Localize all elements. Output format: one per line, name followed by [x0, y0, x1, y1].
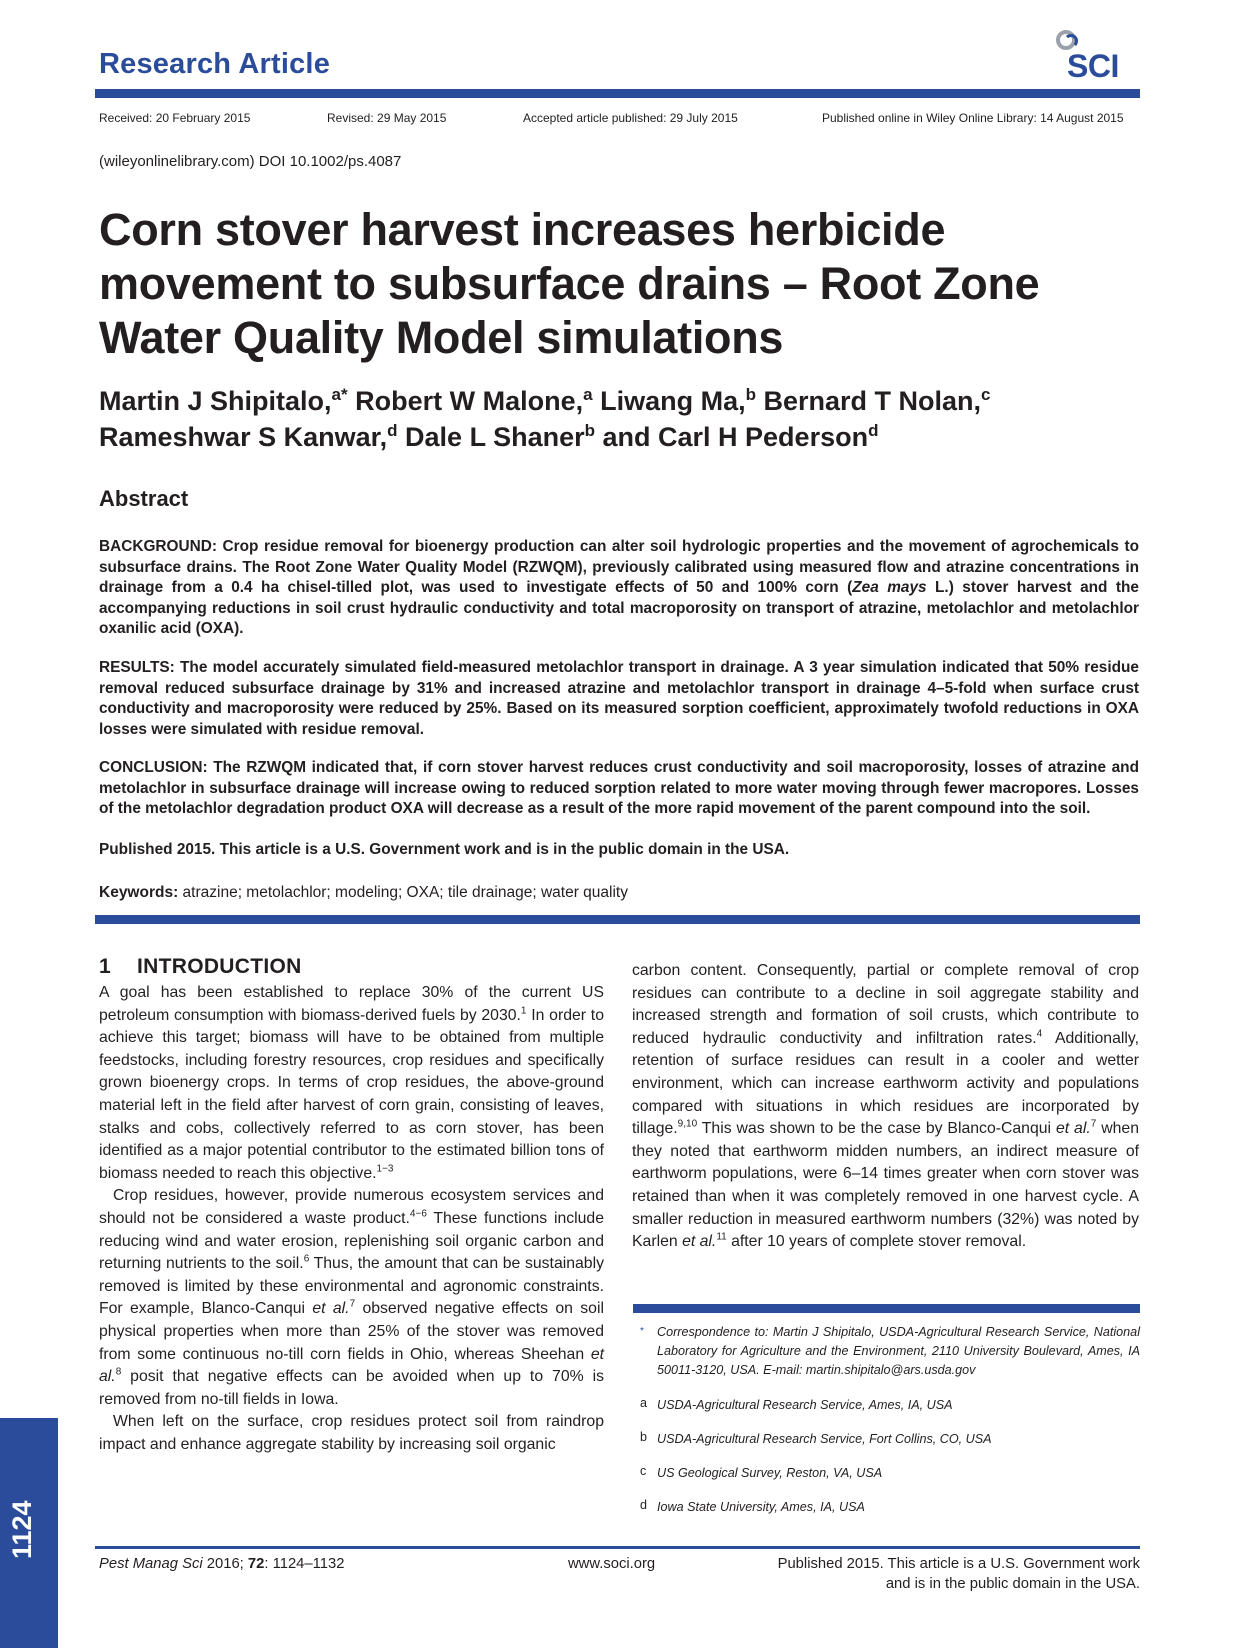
page-number: 1124	[7, 1500, 37, 1560]
abstract-conclusion: CONCLUSION: The RZWQM indicated that, if corn stover harvest reduces crust conductivity and soil macroporosity, losses of atrazine and metolachlor in subsurface drainage will increase owing to reduced sorption related to more water moving through fewer macropores. Losses of the metolachlor degradation product OXA will decrease as a result of the more rapid movement of the parent compound into the soil.	[99, 759, 1139, 817]
citation: 1	[520, 1005, 527, 1017]
text-run: This was shown to be the case by Blanco-Canqui	[697, 1120, 1056, 1138]
footer-rule	[95, 1546, 1140, 1549]
citation: 4−6	[409, 1208, 427, 1220]
correspondence-note: Correspondence to: Martin J Shipitalo, USDA-Agricultural Research Service, National Laboratory for Agriculture and the Environment, 2110 University Boulevard, Ames, IA 50011-3120, USA. E-mail: martin.shipitalo@ars.usda.gov	[657, 1325, 1140, 1377]
author-name: Robert W Malone,	[347, 386, 584, 416]
author-list	[99, 383, 1139, 455]
author-affiliation-mark: a*	[331, 385, 348, 404]
paragraph	[99, 982, 604, 1185]
affiliation-text: US Geological Survey, Reston, VA, USA	[657, 1466, 883, 1480]
author-name: and Carl H Pederson	[595, 422, 869, 452]
abstract-heading: Abstract	[99, 486, 189, 511]
affiliation-text: USDA-Agricultural Research Service, Ames, IA, USA	[657, 1398, 953, 1412]
text-run: A goal has been established to replace 30% of the current US petroleum consumption with biomass-derived fuels by 2030.	[99, 984, 604, 1024]
abstract-background	[99, 537, 1139, 640]
text-run: In order to achieve this target; biomass will have to be obtained from multiple feedstocks, including forestry resources, crop residues and specifically grown bioenergy crops. In terms of crop residues, the above-ground material left in the field after harvest of corn grain, consisting of leaves, stalks and cobs, collectively referred to as corn stover, has been identified as a major potential contributor to the estimated billion tons of biomass needed to reach this objective.	[99, 1006, 604, 1182]
accepted-date: Accepted article published: 29 July 2015	[523, 111, 738, 125]
author-name: Rameshwar S Kanwar,	[99, 422, 388, 452]
text-run: Thus, the amount that can be sustainably removed is limited by these environmental and agronomic constraints. For example, Blanco-Canqui	[99, 1255, 604, 1318]
logo-text: SCI	[1067, 48, 1119, 84]
affiliation-mark: c	[640, 1464, 647, 1478]
affiliation-text: Iowa State University, Ames, IA, USA	[657, 1500, 865, 1514]
citation: 9,10	[677, 1118, 698, 1130]
paragraph	[632, 960, 1139, 1254]
author-name: Dale L Shaner	[397, 422, 585, 452]
author-line	[99, 419, 1139, 455]
received-date: Received: 20 February 2015	[99, 111, 251, 125]
section-number: 1	[99, 955, 111, 978]
text-run: carbon content. Consequently, partial or complete removal of crop residues can contribute to a decline in soil aggregate stability and increased strength and formation of soil crusts, which contribute to reduced hydraulic conductivity and infiltration rates.	[632, 962, 1139, 1047]
citation: 4	[1036, 1028, 1043, 1040]
left-column	[99, 982, 604, 1456]
journal-website-link[interactable]: www.soci.org	[568, 1556, 656, 1572]
species-name: Zea mays	[852, 579, 927, 596]
title-line: movement to subsurface drains – Root Zone	[99, 258, 1040, 309]
author-affiliation-mark: d	[387, 421, 398, 440]
italic-run: et al.	[99, 1345, 604, 1386]
keywords-text: atrazine; metolachlor; modeling; OXA; tile drainage; water quality	[178, 884, 628, 901]
author-name: Liwang Ma,	[592, 386, 746, 416]
article-type-label: Research Article	[99, 48, 331, 80]
section-heading	[99, 955, 302, 979]
affiliation-text: USDA-Agricultural Research Service, Fort Collins, CO, USA	[657, 1432, 992, 1446]
text-run: These functions include reducing wind and water erosion, replenishing soil organic carbon and returning nutrients to the soil.	[99, 1209, 605, 1273]
italic-run: et al.	[312, 1300, 350, 1318]
revised-date: Revised: 29 May 2015	[327, 111, 447, 125]
journal-name: Pest Manag Sci	[99, 1556, 203, 1572]
citation: 11	[716, 1231, 727, 1243]
journal-volume: 72	[247, 1556, 265, 1572]
rights-line: Published 2015. This article is a U.S. Government work	[777, 1556, 1140, 1572]
text-run: Crop residues, however, provide numerous ecosystem services and should not be considered a waste product.	[99, 1187, 604, 1227]
rights-line: and is in the public domain in the USA.	[885, 1576, 1140, 1592]
affiliation-mark: b	[640, 1430, 648, 1444]
author-affiliation-mark: d	[868, 421, 879, 440]
abstract-published-note: Published 2015. This article is a U.S. Government work and is in the public domain in the USA.	[99, 841, 790, 858]
paragraph: When left on the surface, crop residues protect soil from raindrop impact and enhance aggregate stability by increasing soil organic	[99, 1413, 604, 1453]
text-run: Additionally, retention of surface residues can result in a cooler and wetter environment, which can increase earthworm activity and populations compared with situations in which residues are incorporated by tillage.	[632, 1029, 1139, 1138]
keywords-line	[99, 884, 628, 902]
author-affiliation-mark: c	[981, 385, 991, 404]
author-line	[99, 383, 1139, 419]
doi-line: (wileyonlinelibrary.com) DOI 10.1002/ps.4087	[99, 153, 402, 170]
logo-arc-icon	[1064, 34, 1078, 48]
italic-run: et al.	[682, 1233, 717, 1251]
paragraph	[99, 1185, 604, 1411]
citation: 8	[115, 1366, 122, 1378]
right-column	[632, 960, 1139, 1254]
citation: 1−3	[376, 1163, 394, 1175]
citation: 7	[349, 1299, 356, 1311]
abstract-results: RESULTS: The model accurately simulated field-measured metolachlor transport in drainage. A 3 year simulation indicated that 50% residue removal reduced subsurface drainage by 31% and increased atrazine and metolachlor transport in drainage 4–5-fold when surface crust conductivity and macroporosity were reduced by 25%. Based on its measured sorption coefficient, approximately twofold reductions in OXA losses were simulated with residue removal.	[99, 659, 1139, 738]
affiliation-mark: a	[640, 1396, 648, 1410]
author-affiliation-mark: a	[583, 385, 593, 404]
article-title	[99, 203, 1139, 365]
text-run: posit that negative effects can be avoided when up to 70% is removed from no-till fields in Iowa.	[99, 1368, 604, 1408]
author-affiliation-mark: b	[745, 385, 756, 404]
author-name: Bernard T Nolan,	[755, 386, 982, 416]
citation: 7	[1090, 1118, 1097, 1130]
background-text: BACKGROUND: Crop residue removal for bioenergy production can alter soil hydrologic properties and the movement of agrochemicals to subsurface drains. The Root Zone Water Quality Model (RZWQM), previously calibrated using measured flow and atrazine concentrations in drainage from a 0.4 ha chisel-tilled plot, was used to investigate effects of 50 and 100% corn (	[99, 538, 1139, 596]
abstract-rule	[95, 915, 1140, 924]
sci-logo	[1050, 28, 1140, 84]
footnote-rule	[633, 1304, 1140, 1313]
journal-year: 2016;	[202, 1556, 248, 1572]
text-run: observed negative effects on soil physical properties when more than 25% of the stover was removed from some continuous no-till corn fields in Ohio, whereas Sheehan	[99, 1300, 604, 1363]
title-line: Water Quality Model simulations	[99, 312, 784, 363]
header-rule	[95, 89, 1140, 98]
correspondence-mark: *	[640, 1326, 644, 1337]
text-run: when they noted that earthworm midden numbers, an indirect measure of earthworm populations, were 6–14 times greater when corn stover was retained than when it was completely removed in one harvest cycle. A smaller reduction in measured earthworm numbers (32%) was noted by Karlen	[632, 1120, 1139, 1251]
rights-statement	[700, 1554, 1140, 1594]
author-name: Martin J Shipitalo,	[99, 386, 332, 416]
affiliation-mark: d	[640, 1498, 648, 1512]
text-run: after 10 years of complete stover removal.	[726, 1233, 1027, 1251]
author-affiliation-mark: b	[584, 421, 595, 440]
citation: 6	[303, 1253, 310, 1265]
italic-run: et al.	[1055, 1120, 1091, 1138]
journal-pages: : 1124–1132	[264, 1556, 345, 1572]
published-date: Published online in Wiley Online Library: 14 August 2015	[822, 111, 1124, 125]
journal-citation	[99, 1554, 344, 1574]
title-line: Corn stover harvest increases herbicide	[99, 204, 946, 255]
section-title: INTRODUCTION	[137, 955, 302, 978]
background-text-cont: L.) stover harvest and the accompanying reductions in soil crust hydraulic conductivity and total macroporosity on transport of atrazine, metolachlor and metolachlor oxanilic acid (OXA).	[99, 579, 1139, 637]
keywords-label: Keywords:	[99, 884, 179, 901]
